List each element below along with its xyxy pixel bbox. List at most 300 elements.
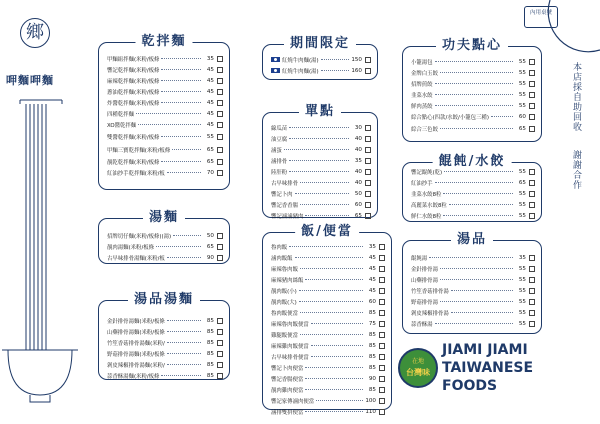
leader-dots: [491, 116, 513, 117]
leader-dots: [316, 400, 363, 401]
menu-item-price: 85: [206, 339, 214, 346]
leader-dots: [161, 102, 201, 103]
menu-item-price: 110: [365, 408, 376, 415]
order-checkbox[interactable]: [529, 277, 535, 283]
menu-item-price: 35: [354, 157, 362, 164]
panel-wonton: [402, 154, 542, 222]
order-checkbox[interactable]: [365, 180, 371, 186]
menu-item-name: 滷肉飯飯: [271, 255, 293, 262]
menu-item-name: 綜合點心(四款/水餃/小籠包三種): [411, 114, 489, 121]
order-checkbox[interactable]: [379, 321, 385, 327]
leader-dots: [435, 94, 513, 95]
menu-item-price: 100: [365, 397, 376, 404]
order-checkbox[interactable]: [529, 266, 535, 272]
menu-item-row: [99, 370, 229, 381]
order-checkbox[interactable]: [217, 329, 223, 335]
order-checkbox[interactable]: [529, 213, 535, 219]
panel-dimsum: [402, 38, 542, 142]
menu-item-name: XO醬乾拌麵: [107, 122, 137, 129]
menu-item-price: 45: [368, 265, 376, 272]
order-checkbox[interactable]: [529, 180, 535, 186]
menu-item-row: [263, 241, 391, 252]
brand-seal: 鄉: [20, 18, 50, 48]
leader-dots: [435, 323, 513, 324]
menu-item-name: 靚肉湯麵(米粉/板條: [107, 244, 155, 251]
menu-item-row: [403, 210, 541, 221]
menu-item-row: [403, 177, 541, 188]
order-checkbox[interactable]: [365, 158, 371, 164]
order-checkbox[interactable]: [217, 111, 223, 117]
order-checkbox[interactable]: [529, 310, 535, 316]
order-checkbox[interactable]: [529, 81, 535, 87]
leader-dots: [321, 59, 349, 60]
menu-item-row: [263, 395, 391, 406]
leader-dots: [300, 204, 349, 205]
menu-item-price: 35: [368, 243, 376, 250]
section-title: 湯麵: [143, 206, 185, 225]
leader-dots: [161, 375, 201, 376]
menu-item-name: 金針排骨湯麵(米粉/板條: [107, 318, 165, 325]
noodle-bowl-illustration: [0, 90, 80, 410]
order-checkbox[interactable]: [379, 387, 385, 393]
leader-dots: [289, 246, 363, 247]
menu-item-price: 50: [206, 232, 214, 239]
menu-item-name: 麻辣魯肉飯: [271, 266, 298, 273]
order-checkbox[interactable]: [217, 318, 223, 324]
order-checkbox[interactable]: [529, 59, 535, 65]
menu-item-row: [403, 100, 541, 111]
order-checkbox[interactable]: [379, 288, 385, 294]
menu-item-price: 40: [354, 168, 362, 175]
menu-item-name: 靚乾乾拌麵(米粉/板條: [107, 159, 160, 166]
menu-item-name: 野菇排骨湯: [411, 299, 438, 306]
menu-item-name: 靚肉雞肉便當: [271, 387, 304, 394]
menu-item-price: 55: [206, 133, 214, 140]
menu-item-row: [263, 362, 391, 373]
leader-dots: [167, 257, 201, 258]
menu-item-price: 85: [368, 331, 376, 338]
menu-item-row: [263, 133, 377, 144]
menu-item-price: 65: [518, 179, 526, 186]
menu-item-price: 45: [368, 276, 376, 283]
menu-item-price: 45: [368, 287, 376, 294]
menu-item-price: 55: [518, 91, 526, 98]
menu-item-row: [99, 337, 229, 348]
order-checkbox[interactable]: [529, 191, 535, 197]
menu-item-row: [263, 188, 377, 199]
leader-dots: [300, 268, 363, 269]
menu-item-price: 55: [518, 69, 526, 76]
order-checkbox[interactable]: [217, 351, 223, 357]
menu-item-row: [403, 318, 541, 329]
order-checkbox[interactable]: [217, 170, 223, 176]
order-checkbox[interactable]: [217, 233, 223, 239]
leader-dots: [299, 290, 363, 291]
leader-dots: [311, 345, 363, 346]
order-checkbox[interactable]: [217, 159, 223, 165]
menu-item-name: 紅油抄手: [411, 180, 433, 187]
leader-dots: [289, 138, 349, 139]
order-checkbox[interactable]: [217, 340, 223, 346]
menu-item-name: 招牌切仔麵(米粉/板條)(湯): [107, 233, 172, 240]
order-checkbox[interactable]: [365, 169, 371, 175]
footer-line-2: TAIWANESE: [442, 360, 534, 376]
menu-item-name: 野菇排骨湯麵(米粉/板條: [107, 351, 165, 358]
menu-item-name: 響記香香腸: [271, 202, 298, 209]
menu-item-row: [263, 351, 391, 362]
menu-item-price: 50: [354, 190, 362, 197]
menu-item-price: 65: [518, 125, 526, 132]
menu-item-row: [263, 274, 391, 285]
menu-item-row: [99, 230, 229, 241]
menu-item-price: 90: [368, 375, 376, 382]
order-checkbox[interactable]: [365, 68, 371, 74]
order-checkbox[interactable]: [379, 255, 385, 261]
menu-item-name: 紅燒牛肉麵(湯): [282, 68, 319, 75]
order-checkbox[interactable]: [217, 362, 223, 368]
leader-dots: [167, 364, 201, 365]
order-checkbox[interactable]: [529, 114, 535, 120]
menu-item-name: 韭菜水餃8粒: [411, 191, 442, 198]
menu-item-price: 85: [206, 350, 214, 357]
menu-item-name: 響記餛飩(乾): [411, 169, 443, 176]
leader-dots: [443, 215, 513, 216]
order-checkbox[interactable]: [529, 169, 535, 175]
menu-item-price: 65: [206, 243, 214, 250]
leader-dots: [295, 193, 349, 194]
menu-item-price: 85: [206, 372, 214, 379]
leader-dots: [321, 70, 349, 71]
order-checkbox[interactable]: [217, 134, 223, 140]
menu-item-name: 古早味排骨湯麵(米粉/板: [107, 255, 165, 262]
menu-item-price: 55: [518, 212, 526, 219]
leader-dots: [300, 312, 363, 313]
order-checkbox[interactable]: [529, 255, 535, 261]
menu-item-row: [263, 296, 391, 307]
menu-item-price: 90: [206, 254, 214, 261]
menu-item-name: 蒜香酥湯: [411, 321, 433, 328]
leader-dots: [449, 204, 513, 205]
menu-item-name: 古早味排骨便當: [271, 354, 309, 361]
leader-dots: [451, 290, 513, 291]
menu-item-row: [403, 307, 541, 318]
order-checkbox[interactable]: [217, 78, 223, 84]
menu-item-name: 麻辣魯肉飯便當: [271, 321, 309, 328]
menu-item-row: [263, 406, 391, 417]
panel-limited: [262, 36, 378, 80]
order-checkbox[interactable]: [529, 288, 535, 294]
leader-dots: [173, 235, 201, 236]
order-checkbox[interactable]: [529, 103, 535, 109]
menu-item-name: 陸肝粉: [271, 169, 288, 176]
menu-item-row: [99, 143, 229, 156]
menu-item-name: 古早味排骨: [271, 180, 298, 187]
leader-dots: [284, 149, 349, 150]
menu-item-row: [99, 359, 229, 370]
leader-dots: [305, 215, 349, 216]
menu-item-row: [99, 130, 229, 143]
menu-item-row: [263, 65, 377, 76]
section-title: 功夫點心: [436, 34, 508, 53]
footer-badge-top: 在地: [411, 358, 424, 365]
menu-item-price: 75: [368, 320, 376, 327]
menu-item-row: [99, 108, 229, 119]
menu-item-name: 魯肉飯便當: [271, 310, 298, 317]
menu-item-price: 60: [354, 201, 362, 208]
menu-item-row: [263, 263, 391, 274]
menu-item-name: 甲麵三寶乾拌麵(米粉/板條: [107, 147, 171, 154]
menu-item-row: [403, 274, 541, 285]
order-checkbox[interactable]: [365, 202, 371, 208]
menu-item-name: 雙醬乾拌麵(米粉/板條: [107, 134, 160, 141]
order-checkbox[interactable]: [529, 299, 535, 305]
menu-item-price: 60: [518, 113, 526, 120]
order-checkbox[interactable]: [217, 122, 223, 128]
leader-dots: [289, 127, 349, 128]
menu-item-price: 45: [206, 110, 214, 117]
menu-item-row: [263, 199, 377, 210]
menu-item-price: 45: [206, 88, 214, 95]
leader-dots: [161, 69, 201, 70]
menu-item-row: [263, 144, 377, 155]
menu-item-price: 55: [518, 201, 526, 208]
menu-item-name: 響記卜肉便當: [271, 365, 304, 372]
leader-dots: [429, 257, 513, 258]
order-checkbox[interactable]: [529, 126, 535, 132]
footer-badge: [398, 348, 438, 388]
menu-item-name: 金針排骨湯: [411, 266, 438, 273]
menu-item-row: [99, 86, 229, 97]
menu-item-name: 小籠湯包: [411, 59, 433, 66]
leader-dots: [295, 257, 363, 258]
menu-item-name: 綜合三色餃: [411, 126, 438, 133]
menu-item-name: 炸醬乾拌麵(米粉/板條: [107, 100, 160, 107]
menu-item-row: [99, 97, 229, 108]
menu-item-row: [263, 252, 391, 263]
menu-item-price: 160: [351, 67, 362, 74]
order-checkbox[interactable]: [529, 92, 535, 98]
order-checkbox[interactable]: [379, 332, 385, 338]
menu-item-price: 65: [206, 158, 214, 165]
order-checkbox[interactable]: [217, 255, 223, 261]
leader-dots: [161, 80, 201, 81]
leader-dots: [305, 389, 363, 390]
menu-item-row: [403, 56, 541, 67]
menu-item-price: 70: [206, 169, 214, 176]
menu-item-name: 麻辣乾拌麵(米粉/板條: [107, 78, 160, 85]
menu-item-name: 油豆腐: [271, 136, 288, 143]
order-checkbox[interactable]: [365, 136, 371, 142]
order-checkbox[interactable]: [217, 244, 223, 250]
menu-item-row: [99, 252, 229, 263]
menu-item-name: 山藥排骨湯麵(米粉/板條: [107, 329, 165, 336]
order-checkbox[interactable]: [217, 373, 223, 379]
menu-item-price: 85: [368, 309, 376, 316]
menu-item-name: 靚肉飯(小): [271, 288, 297, 295]
menu-item-price: 45: [206, 77, 214, 84]
leader-dots: [305, 367, 363, 368]
leader-dots: [311, 323, 363, 324]
order-checkbox[interactable]: [217, 147, 223, 153]
order-checkbox[interactable]: [379, 299, 385, 305]
corner-arc: [540, 0, 600, 60]
menu-item-price: 55: [518, 80, 526, 87]
leader-dots: [435, 182, 513, 183]
order-checkbox[interactable]: [365, 125, 371, 131]
menu-item-row: [403, 89, 541, 100]
menu-item-name: 竹笙香菇排骨湯麵(米粉/: [107, 340, 165, 347]
order-checkbox[interactable]: [379, 354, 385, 360]
menu-item-price: 55: [518, 276, 526, 283]
menu-item-price: 55: [518, 58, 526, 65]
menu-item-row: [403, 67, 541, 78]
menu-item-name: 竹笙香菇排骨湯: [411, 288, 449, 295]
menu-item-name: 靚肉飯(大): [271, 299, 297, 306]
menu-item-name: 甲麵組拌麵(米粉/板條: [107, 56, 160, 63]
menu-item-price: 30: [354, 124, 362, 131]
leader-dots: [172, 149, 201, 150]
section-title: 單點: [299, 100, 341, 119]
menu-item-name: 響記乾拌麵(米粉/板條: [107, 67, 160, 74]
menu-item-price: 55: [518, 190, 526, 197]
leader-dots: [161, 91, 201, 92]
leader-dots: [311, 356, 363, 357]
panel-rice: [262, 224, 392, 416]
order-checkbox[interactable]: [365, 213, 371, 219]
menu-item-price: 85: [206, 361, 214, 368]
menu-item-name: 響記卜肉: [271, 191, 293, 198]
panel-soup-mix: [98, 292, 230, 380]
order-checkbox[interactable]: [379, 310, 385, 316]
menu-item-row: [99, 75, 229, 86]
menu-item-price: 55: [518, 309, 526, 316]
order-checkbox[interactable]: [365, 191, 371, 197]
menu-item-row: [263, 122, 377, 133]
leader-dots: [435, 83, 513, 84]
section-title: 飯/便當: [295, 220, 359, 239]
menu-item-row: [263, 54, 377, 65]
menu-item-name: 滷蛋: [271, 147, 282, 154]
menu-item-price: 35: [518, 254, 526, 261]
menu-item-row: [263, 329, 391, 340]
menu-item-name: 魯肉飯: [271, 244, 288, 251]
order-checkbox[interactable]: [217, 89, 223, 95]
order-checkbox[interactable]: [529, 70, 535, 76]
order-checkbox[interactable]: [365, 57, 371, 63]
menu-item-name: 響記香腸便當: [271, 376, 304, 383]
leader-dots: [167, 331, 201, 332]
menu-item-price: 40: [354, 135, 362, 142]
order-checkbox[interactable]: [379, 277, 385, 283]
menu-item-name: 響記家傳滷肉便當: [271, 398, 315, 405]
leader-dots: [289, 160, 349, 161]
order-checkbox[interactable]: [529, 202, 535, 208]
leader-dots: [299, 301, 363, 302]
menu-item-name: 滷排骨: [271, 158, 288, 165]
menu-item-name: 雞腿飯便當: [271, 332, 298, 339]
panel-dry-noodles: [98, 34, 230, 190]
menu-item-name: 滷排雙拼便當: [271, 409, 304, 416]
menu-item-name: 鮮肉蒸餃: [411, 103, 433, 110]
menu-item-row: [263, 340, 391, 351]
leader-dots: [305, 411, 363, 412]
leader-dots: [167, 320, 201, 321]
menu-item-row: [403, 78, 541, 89]
menu-item-row: [403, 166, 541, 177]
menu-item-name: 紅燒牛肉麵(湯): [282, 57, 319, 64]
section-title: 湯品: [451, 228, 493, 247]
menu-item-price: 85: [368, 342, 376, 349]
menu-item-row: [263, 384, 391, 395]
leader-dots: [161, 161, 201, 162]
menu-item-name: 麻辣雞肉飯便當: [271, 343, 309, 350]
leader-dots: [300, 182, 349, 183]
leader-dots: [444, 171, 513, 172]
menu-item-row: [263, 155, 377, 166]
order-checkbox[interactable]: [379, 343, 385, 349]
order-checkbox[interactable]: [379, 398, 385, 404]
footer-badge-main: 台灣味: [406, 368, 430, 377]
menu-item-row: [99, 315, 229, 326]
leader-dots: [161, 136, 201, 137]
menu-item-row: [99, 241, 229, 252]
menu-item-price: 55: [518, 287, 526, 294]
leader-dots: [443, 193, 513, 194]
section-title: 期間限定: [284, 32, 356, 51]
menu-item-name: 韭菜水餃: [411, 92, 433, 99]
order-checkbox[interactable]: [217, 67, 223, 73]
menu-item-row: [403, 296, 541, 307]
order-checkbox[interactable]: [529, 321, 535, 327]
leader-dots: [156, 246, 201, 247]
menu-item-price: 55: [518, 265, 526, 272]
order-checkbox[interactable]: [217, 56, 223, 62]
menu-item-name: 鮮仁水餃8粒: [411, 213, 442, 220]
leader-dots: [440, 72, 513, 73]
menu-item-name: 四種乾拌麵: [107, 111, 134, 118]
menu-item-name: 餛飩湯: [411, 255, 428, 262]
menu-item-price: 55: [518, 320, 526, 327]
menu-item-price: 55: [518, 168, 526, 175]
menu-item-name: 山藥排骨湯: [411, 277, 438, 284]
menu-item-name: 蒜香酥湯麵(米粉/板條: [107, 373, 160, 380]
order-checkbox[interactable]: [379, 266, 385, 272]
menu-item-price: 85: [368, 364, 376, 371]
order-checkbox[interactable]: [365, 147, 371, 153]
flag-icon: [271, 57, 280, 62]
menu-item-price: 60: [368, 298, 376, 305]
order-checkbox[interactable]: [217, 100, 223, 106]
menu-item-name: 蔥油乾拌麵(米粉/板條: [107, 89, 160, 96]
leader-dots: [451, 312, 513, 313]
order-checkbox[interactable]: [379, 409, 385, 415]
leader-dots: [435, 61, 513, 62]
menu-item-row: [403, 188, 541, 199]
menu-item-price: 45: [206, 66, 214, 73]
menu-item-price: 150: [351, 56, 362, 63]
panel-soups: [402, 232, 542, 334]
order-checkbox[interactable]: [379, 244, 385, 250]
menu-item-price: 65: [206, 146, 214, 153]
order-checkbox[interactable]: [379, 376, 385, 382]
menu-item-row: [263, 373, 391, 384]
menu-item-row: [403, 199, 541, 210]
menu-item-price: 85: [206, 328, 214, 335]
leader-dots: [167, 353, 201, 354]
leader-dots: [300, 334, 363, 335]
side-note-recycle: 本店採自助回收: [571, 62, 581, 132]
order-checkbox[interactable]: [379, 365, 385, 371]
